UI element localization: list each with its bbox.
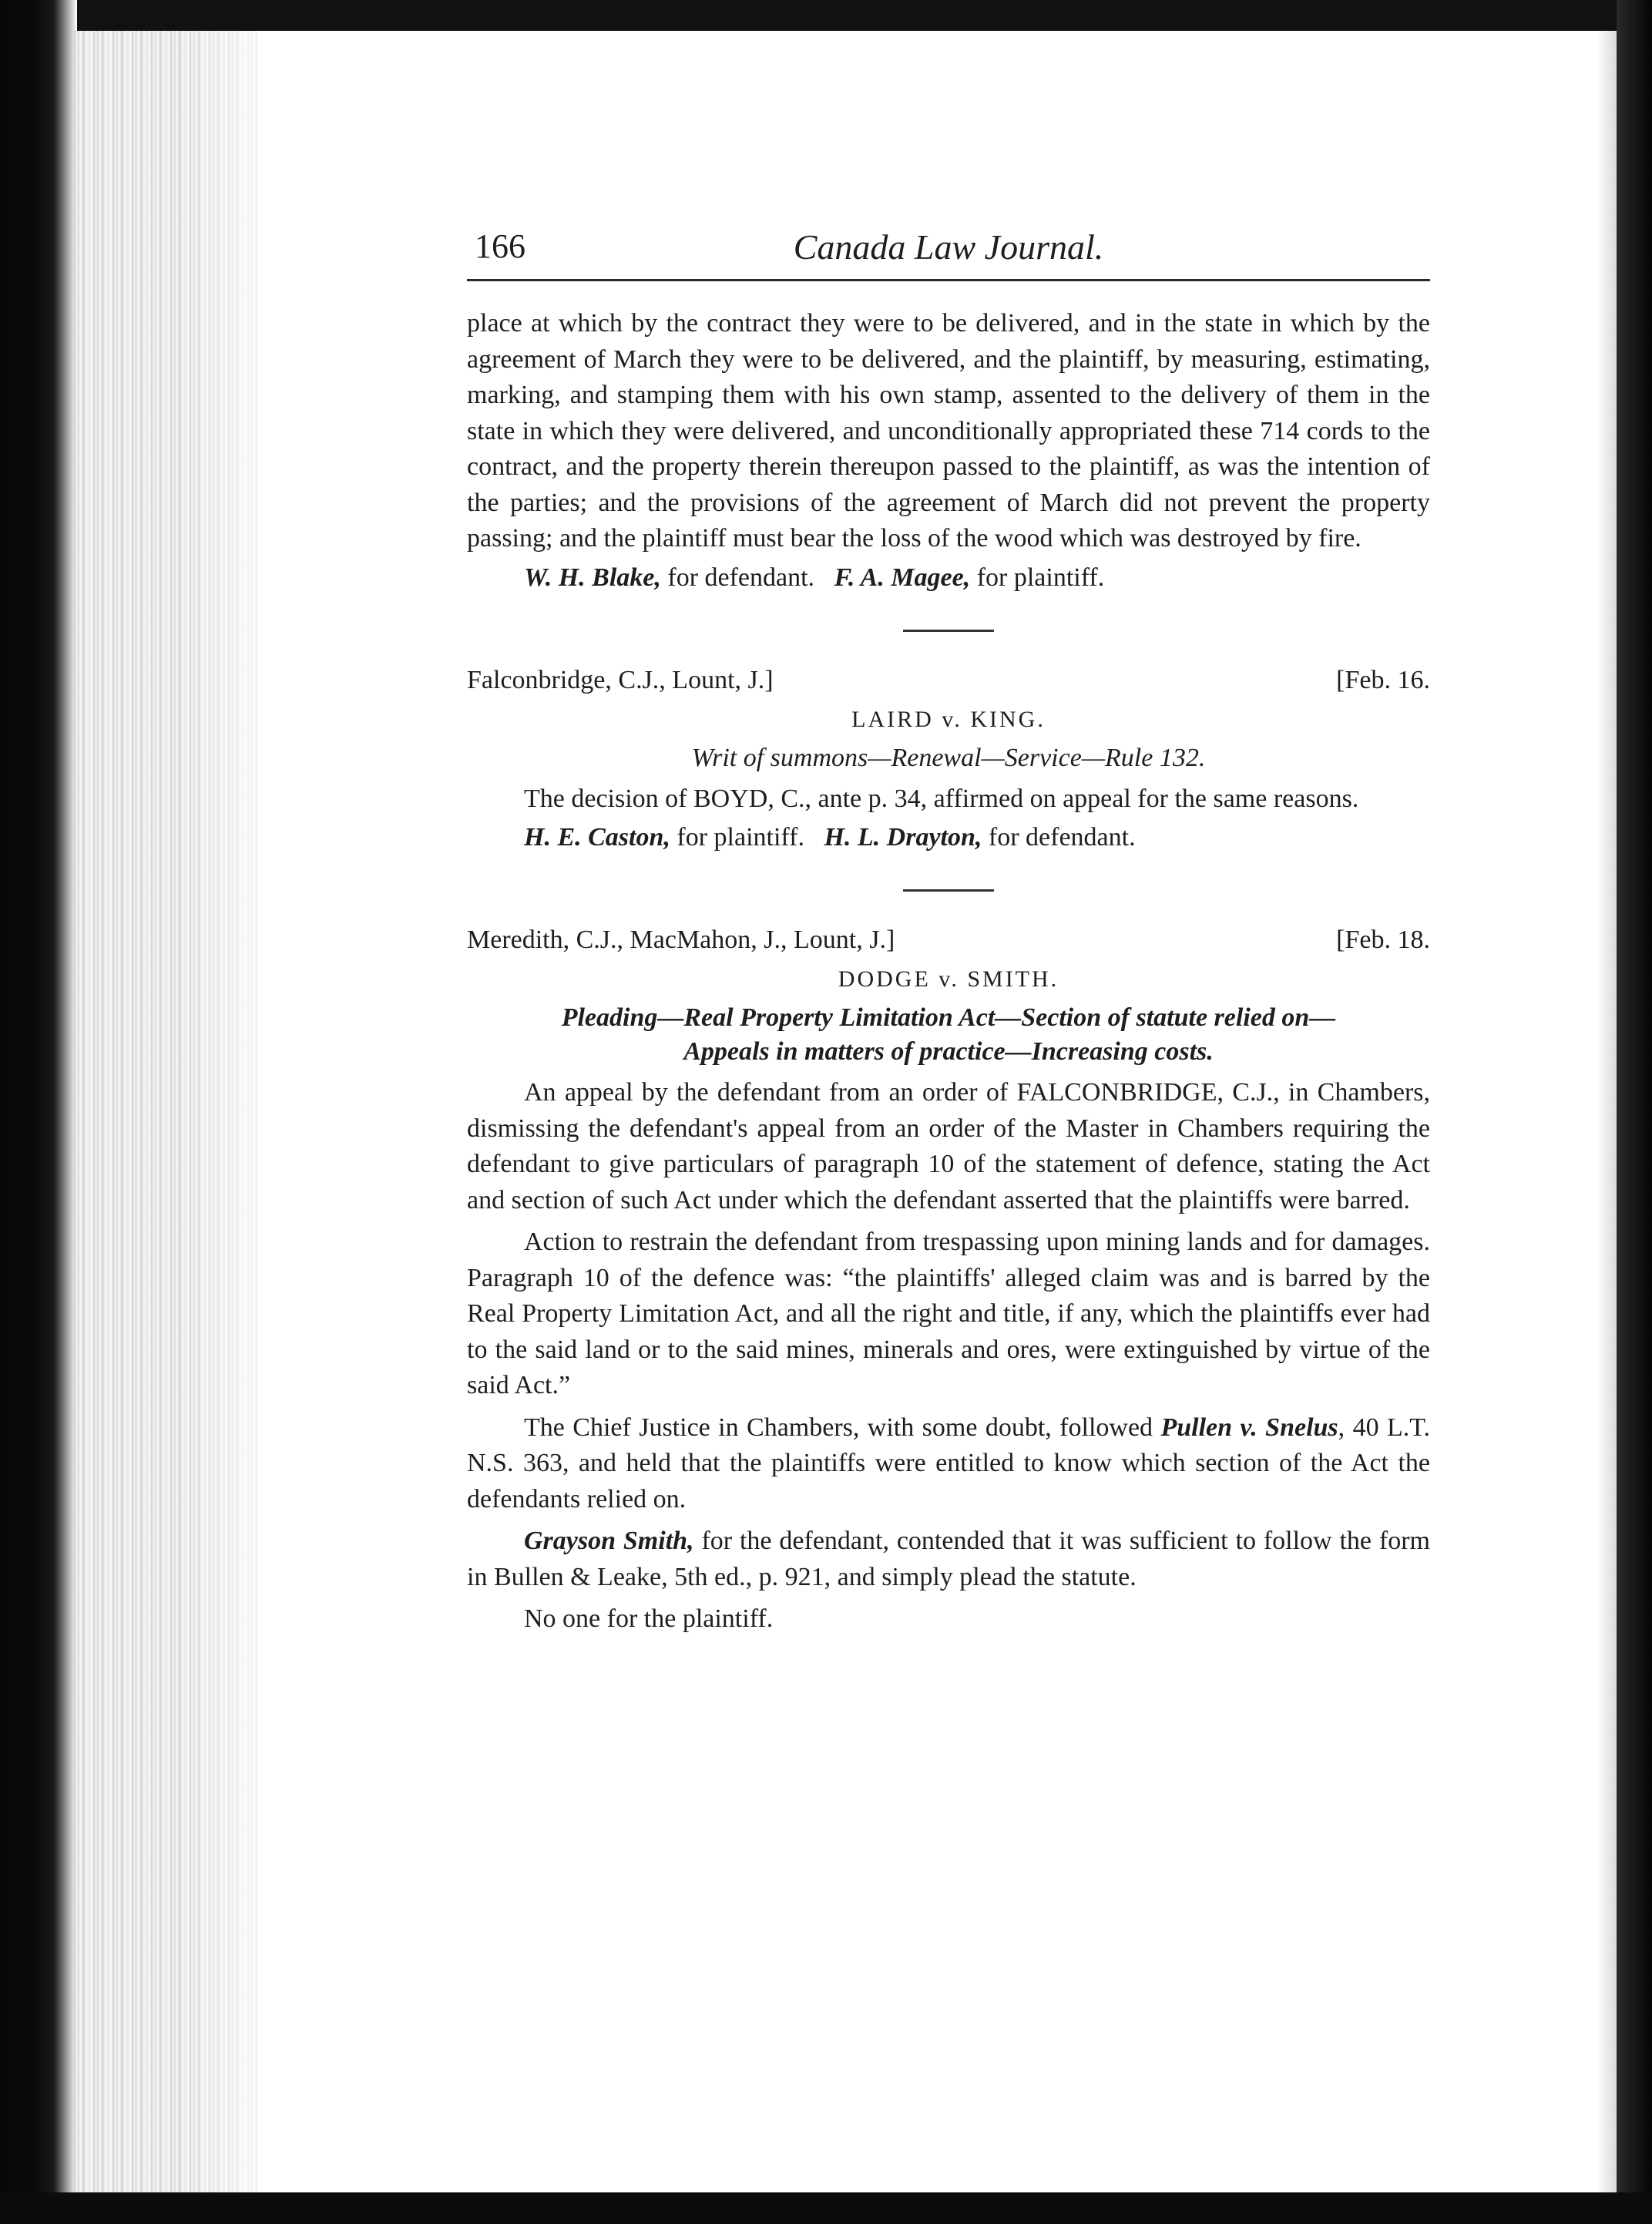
case-topic-line: Appeals in matters of practice—Increasing costs. [683, 1037, 1214, 1066]
cited-case: Pullen v. Snelus [1160, 1413, 1338, 1442]
counsel-role: for plaintiff. [976, 563, 1105, 592]
case-topic: Writ of summons—Renewal—Service—Rule 132. [691, 743, 1206, 772]
case-paragraph [467, 781, 1430, 818]
header-rule [467, 279, 1430, 281]
court-line [467, 922, 1430, 958]
counsel-role: for plaintiff. [677, 823, 804, 852]
text-run: , C., ante p. 34, affirmed on appeal for the same reasons. [767, 784, 1359, 813]
case-topic [467, 1001, 1430, 1069]
case-paragraph: Action to restrain the defendant from trespassing upon mining lands and for damages. Paragraph 10 of the defence was: “the plaintiffs' alleged claim was and is barred by the Real Property Limitation Act, and all the right and title, if any, which the plaintiffs ever had to the said land or to the said mines, minerals and ores, were extinguished by virtue of the said Act.” [467, 1228, 1430, 1399]
counsel-name: W. H. Blake, [524, 563, 661, 592]
court-date: [Feb. 18. [1336, 926, 1430, 954]
section-divider [903, 889, 994, 892]
case-name: DODGE v. SMITH. [838, 966, 1059, 992]
text-run: , 40 L.T. N.S. 363, and held that the plaintiffs were entitled to know which section of the Act the defendants relied on. [467, 1413, 1431, 1513]
scan-border-top [0, 0, 1652, 31]
case-paragraph [467, 1410, 1430, 1518]
judge-name: FALCONBRIDGE [1016, 1078, 1217, 1107]
court-line [467, 663, 1430, 698]
text-run: An appeal by the defendant from an order of [524, 1078, 1009, 1107]
counsel-role: for defendant. [667, 563, 815, 592]
scan-border-left [0, 0, 77, 2224]
case-paragraph [467, 1075, 1430, 1218]
counsel-name: Grayson Smith, [524, 1527, 694, 1555]
judge-name: BOYD [693, 784, 768, 813]
page-edge-right [1597, 31, 1617, 2192]
case-paragraph: No one for the plaintiff. [524, 1604, 774, 1633]
case-name: LAIRD v. KING. [851, 706, 1046, 732]
counsel-line [467, 820, 1430, 855]
binding-fade [177, 31, 285, 2192]
court-date: [Feb. 16. [1336, 665, 1430, 694]
court-judges: Falconbridge, C.J., Lount, J.] [467, 665, 774, 694]
scan-border-bottom [0, 2192, 1652, 2224]
court-judges: Meredith, C.J., MacMahon, J., Lount, J.] [467, 926, 895, 954]
counsel-name: H. E. Caston, [524, 823, 670, 852]
continuation-paragraph: place at which by the contract they were to be delivered, and in the state in which by the agreement of March they were to be delivered, and the plaintiff, by measuring, estimating, marking, and stamping them with his own stamp, assented to the delivery of them in the state in which they were delivered, and unconditionally appropriated these 714 cords to the contract, and the property therein thereupon passed to the plaintiff, as was the intention of the parties; and the provisions of the agreement of March did not prevent the property passing; and the plaintiff must bear the loss of the wood which was destroyed by fire. [467, 309, 1430, 553]
journal-page [467, 223, 1430, 1638]
text-run: for the defendant, contended that it was sufficient to follow the form in Bullen & Leake, 5th ed., p. 921, and simply plead the statute. [467, 1527, 1430, 1591]
page-header [467, 223, 1430, 270]
case-paragraph [467, 1524, 1430, 1595]
journal-title: Canada Law Journal. [793, 227, 1104, 267]
page-number: 166 [475, 227, 525, 265]
scan-border-right [1617, 0, 1652, 2224]
counsel-role: for defendant. [988, 823, 1136, 852]
counsel-name: H. L. Drayton, [824, 823, 982, 852]
section-divider [903, 630, 994, 632]
case-topic-line: Pleading—Real Property Limitation Act—Section of statute relied on— [561, 1003, 1336, 1032]
text-run: The Chief Justice in Chambers, with some doubt, followed [524, 1413, 1153, 1442]
text-run: The decision of [524, 784, 687, 813]
text-run: , C.J., in Chambers, dismissing the defendant's appeal from an order of the Master in Chambers requiring the defendant to give particulars of paragraph 10 of the statement of defence, stating the Act and section of such Act under which the defendant asserted that the plaintiffs were barred. [467, 1078, 1430, 1214]
counsel-line [467, 560, 1430, 596]
counsel-name: F. A. Magee, [834, 563, 971, 592]
